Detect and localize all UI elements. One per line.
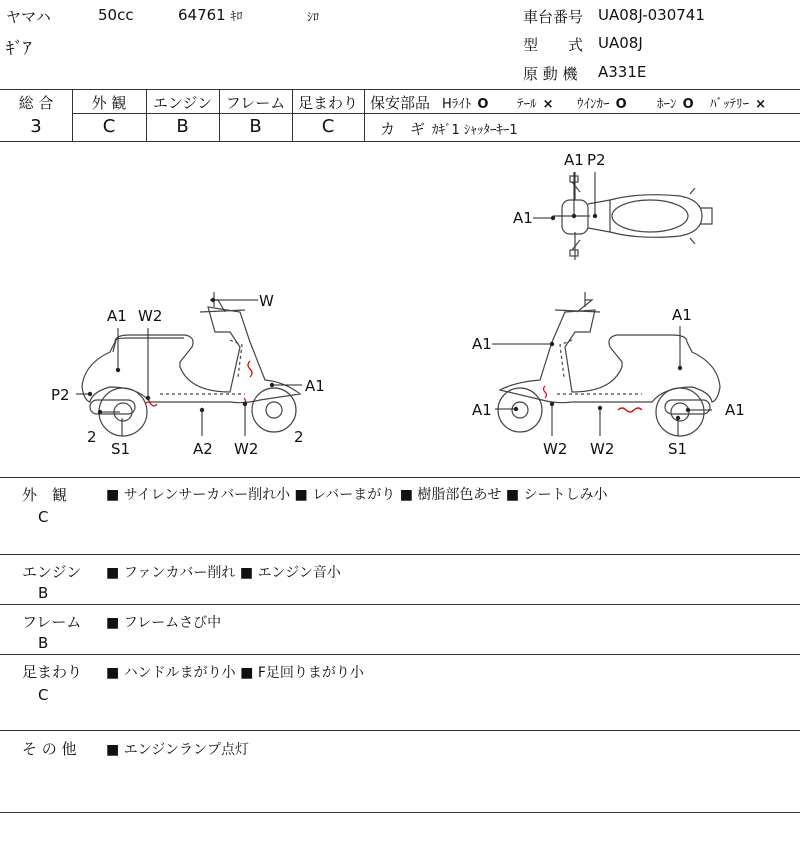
diagram-label: P2 xyxy=(587,151,606,169)
safety-item-winker: ｳｲﾝｶｰ O xyxy=(577,97,627,112)
issue-item: サイレンサーカバー削れ小 xyxy=(123,487,291,503)
maker: ヤマハ xyxy=(6,8,51,26)
bullet-icon: ■ xyxy=(239,565,254,581)
type-label: 型 式 xyxy=(523,36,584,54)
issue-item: シートしみ小 xyxy=(523,487,608,503)
frame-no: UA08J-030741 xyxy=(598,6,705,24)
bullet-icon: ■ xyxy=(106,665,120,681)
section-items-exterior xyxy=(106,484,608,504)
issue-item: レバーまがり xyxy=(312,487,396,503)
section-grade-frame: B xyxy=(38,634,49,652)
grade-label-frame: フレーム xyxy=(225,94,286,112)
safety-label: 保安部品 xyxy=(370,94,431,112)
diagram-label: A1 xyxy=(472,335,492,353)
section-label-engine: エンジン xyxy=(22,563,82,581)
bullet-icon: ■ xyxy=(106,487,120,503)
grade-value-suspension: C xyxy=(321,116,335,137)
divider xyxy=(0,554,800,555)
section-grade-exterior: C xyxy=(38,508,49,526)
divider xyxy=(0,730,800,731)
key-label: カ ギ xyxy=(380,120,426,138)
safety-mark: O xyxy=(682,97,694,112)
section-label-frame: フレーム xyxy=(22,613,82,631)
diagram-label: A1 xyxy=(564,151,584,169)
issue-item: フレームさび中 xyxy=(123,615,222,631)
bullet-icon: ■ xyxy=(399,487,413,503)
grade-label-overall: 総 合 xyxy=(18,94,54,112)
safety-mark: × xyxy=(542,97,554,112)
divider xyxy=(364,89,365,141)
diagram-label: A1 xyxy=(305,377,325,395)
divider xyxy=(0,604,800,605)
divider xyxy=(0,812,800,813)
leader-dots xyxy=(88,214,690,420)
safety-mark: O xyxy=(615,97,627,112)
engine-value: A331E xyxy=(598,63,647,81)
diagram-label: A1 xyxy=(725,401,745,419)
mileage-value: 64761 xyxy=(178,6,226,24)
issue-item: エンジン音小 xyxy=(257,565,341,581)
mileage xyxy=(178,6,243,24)
diagram-label: W2 xyxy=(543,440,568,458)
section-items-engine xyxy=(106,562,341,582)
issue-item: エンジンランプ点灯 xyxy=(123,742,249,758)
grade-label-engine: エンジン xyxy=(152,94,213,112)
bullet-icon: ■ xyxy=(106,615,120,631)
leader-lines xyxy=(76,172,712,436)
model-name: ｷﾞｱ xyxy=(6,39,32,59)
divider xyxy=(72,113,800,114)
diagram-label: S1 xyxy=(111,440,131,458)
bullet-icon: ■ xyxy=(294,487,308,503)
section-label-exterior: 外 観 xyxy=(22,486,68,504)
engine-label: 原 動 機 xyxy=(523,65,578,83)
diagram-label: A1 xyxy=(107,307,127,325)
section-items-frame xyxy=(106,612,221,632)
diagram-label: A1 xyxy=(472,401,492,419)
safety-mark: O xyxy=(477,97,489,112)
grade-label-suspension: 足まわり xyxy=(297,94,358,112)
diagram-label: S1 xyxy=(668,440,688,458)
damage-marks xyxy=(145,361,642,412)
safety-item-tail: ﾃｰﾙ × xyxy=(517,97,554,112)
section-grade-suspension: C xyxy=(38,686,49,704)
section-label-suspension: 足まわり xyxy=(22,663,83,681)
section-label-other: そ の 他 xyxy=(22,740,77,758)
issue-item: 樹脂部色あせ xyxy=(417,487,502,503)
bullet-icon: ■ xyxy=(106,565,120,581)
safety-item-headlight: Hﾗｲﾄ O xyxy=(442,97,489,112)
section-items-suspension xyxy=(106,662,364,682)
diagram-label: A1 xyxy=(672,306,692,324)
issue-item: ハンドルまがり小 xyxy=(123,665,236,681)
key-value: ｶｷﾞ1 ｼｬｯﾀｰｷｰ1 xyxy=(432,123,518,138)
safety-mark: × xyxy=(755,97,767,112)
issue-item: ファンカバー削れ xyxy=(123,565,236,581)
bullet-icon: ■ xyxy=(240,665,254,681)
diagram-label: A2 xyxy=(193,440,213,458)
bullet-icon: ■ xyxy=(505,487,520,503)
divider xyxy=(0,654,800,655)
section-grade-engine: B xyxy=(38,584,49,602)
diagram-label: A1 xyxy=(513,209,533,227)
diagram-label: W2 xyxy=(138,307,163,325)
grade-label-exterior: 外 観 xyxy=(91,94,127,112)
displacement: 50cc xyxy=(98,6,134,24)
grade-value-exterior: C xyxy=(102,116,116,137)
mileage-unit: ｷﾛ xyxy=(230,9,243,23)
divider xyxy=(0,477,800,478)
diagram-label: W2 xyxy=(234,440,259,458)
diagram-label: W xyxy=(259,292,274,310)
safety-item-horn: ﾎｰﾝ O xyxy=(657,97,694,112)
color: ｼﾛ xyxy=(307,10,320,24)
divider xyxy=(0,89,800,90)
bullet-icon: ■ xyxy=(106,742,120,758)
frame-no-label: 車台番号 xyxy=(523,8,584,26)
diagram-label: 2 xyxy=(294,428,304,446)
grade-value-engine: B xyxy=(176,116,189,137)
issue-item: F足回りまがり小 xyxy=(257,665,364,681)
section-items-other xyxy=(106,739,249,759)
diagram-label: P2 xyxy=(51,386,70,404)
grade-value-frame: B xyxy=(249,116,262,137)
type-value: UA08J xyxy=(598,34,643,52)
grade-value-overall: 3 xyxy=(30,116,42,137)
diagram-label: W2 xyxy=(590,440,615,458)
diagram-label: 2 xyxy=(87,428,97,446)
scooter-top-view xyxy=(553,172,712,260)
safety-item-battery: ﾊﾞｯﾃﾘｰ × xyxy=(710,97,767,112)
